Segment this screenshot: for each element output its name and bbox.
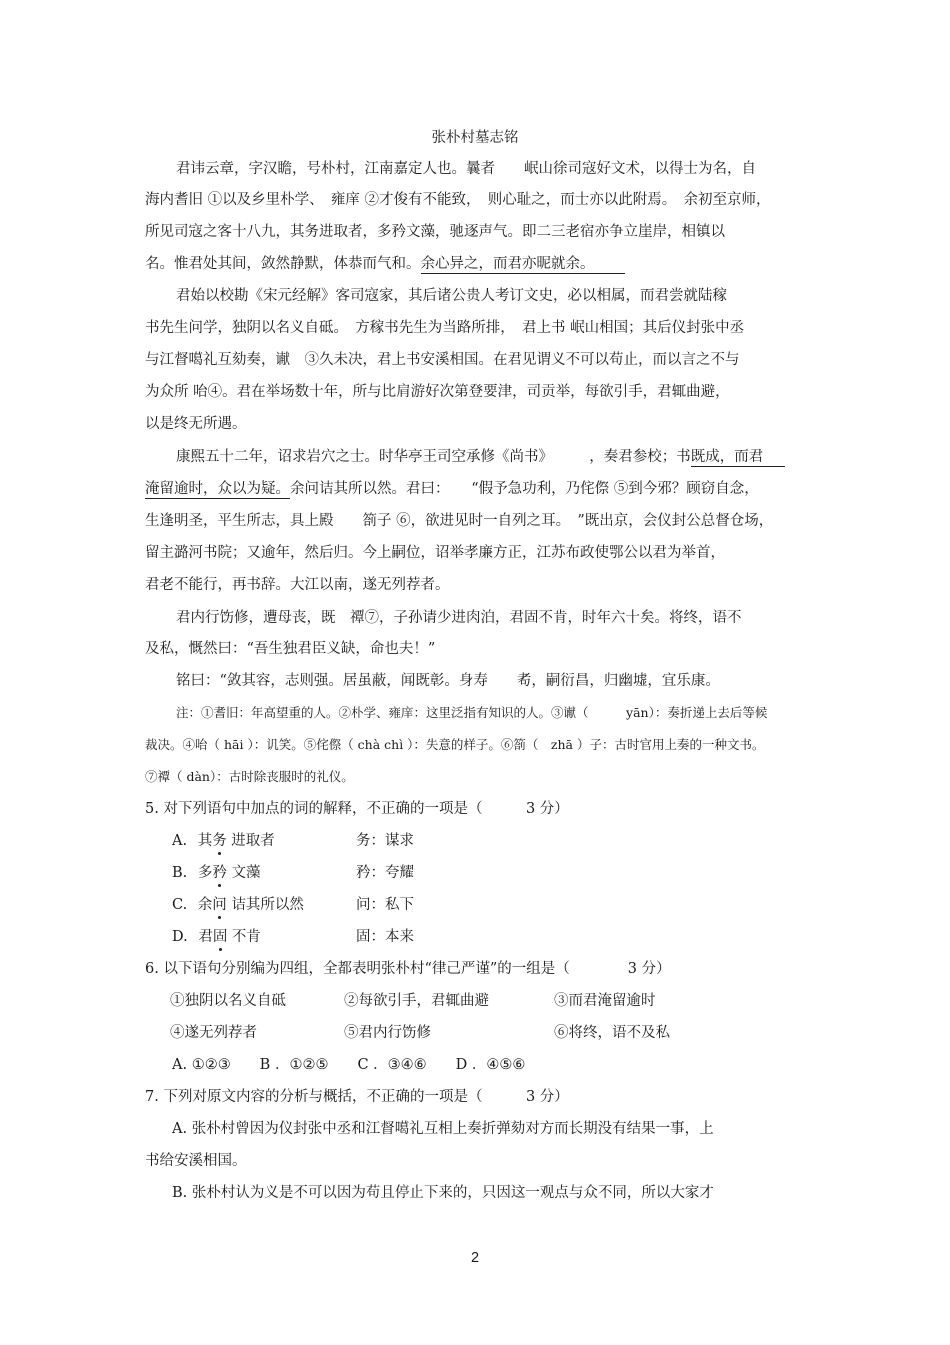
- paragraph-1-line-3: 所见司寇之客十八九，其务进取者，多矜文藻，驰逐声气。即二三老宿亦争立崖岸，相镇以: [145, 224, 725, 240]
- paragraph-1-line-4-text: 名。惟君处其间，敛然静默，体恭而气和。: [145, 256, 421, 272]
- paragraph-2-line-2: 书先生问学，独阴以名义自砥。 方稼书先生为当路所排， 君上书 岷山相国；其后仪封张中丞: [145, 320, 745, 336]
- q5-option-post: 诘其所以然: [226, 897, 304, 913]
- q7-option-b-line-1: B. 张朴村认为义是不可以因为苟且停止下来的，只因这一观点与众不同，所以大家才: [172, 1185, 714, 1201]
- question-6-stem: 6. 以下语句分别编为四组，全都表明张朴村“律己严谨”的一组是（ 3 分）: [145, 961, 671, 977]
- q5-option-pre: 其: [197, 833, 213, 849]
- q5-option-post: 不肯: [227, 929, 261, 945]
- q5-option-c: [172, 895, 304, 915]
- q6-item-6: ⑥将终，语不及私: [554, 1025, 670, 1041]
- question-5-stem: 5. 对下列语句中加点的词的解释，不正确的一项是（ 3 分）: [145, 801, 569, 817]
- inscription-line: 铭曰：“敛其容，志则强。居虽蔽，闻既彰。身寿 耇，嗣衍昌，归幽墟，宜乐康。: [176, 673, 720, 689]
- q6-item-1: ①独阴以名义自砥: [170, 993, 286, 1009]
- paragraph-3-line-2: [145, 479, 759, 499]
- q5-option-letter: C.: [172, 897, 188, 913]
- underlined-sentence-part-1: 既成，而君: [691, 449, 786, 467]
- q5-option-a: [172, 831, 275, 851]
- dotted-word: 矜: [212, 865, 227, 881]
- paragraph-3-line-2-text: 余问诘其所以然。君曰： “假予急功利，乃侘傺 ⑤到今邪？顾窃自念，: [290, 481, 759, 497]
- paragraph-2-line-4: 为众所 咍④。君在举场数十年，所与比肩游好次第登要津，司贡举，每欲引手，君辄曲避，: [145, 384, 730, 400]
- dotted-word: 务: [212, 833, 227, 849]
- paragraph-1-line-1: 君讳云章，字汉瞻，号朴村，江南嘉定人也。曩者 岷山徐司寇好文术，以得士为名，自: [176, 161, 756, 177]
- q6-item-3: ③而君淹留逾时: [554, 993, 656, 1009]
- paragraph-3-line-3: 生逢明圣，平生所志，具上殿 箚子 ⑥，欲进见时一自列之耳。 ”既出京，会仪封公总督仓场，: [145, 513, 774, 529]
- paragraph-3-line-1-text: 康熙五十二年，诏求岩穴之士。时华亭王司空承修《尚书》 ，奏君参校；书: [176, 449, 691, 465]
- paragraph-4-line-1: 君内行饬修，遭母丧，既 禫⑦，子孙请少进肉泊，君固不肯，时年六十矣。将终，语不: [176, 610, 742, 626]
- paragraph-2-line-3: 与江督噶礼互劾奏，谳 ③久未决，君上书安溪相国。在君见谓义不可以苟止，而以言之不与: [145, 352, 740, 368]
- q6-item-4: ④遂无列荐者: [170, 1025, 257, 1041]
- note-line-3: ⑦禫（ dàn）：古时除丧服时的礼仪。: [145, 769, 354, 784]
- paragraph-1-line-2: 海内耆旧 ①以及乡里朴学、 雍庠 ②才俊有不能致， 则心耻之，而士亦以此附焉。 余初至京师，: [145, 192, 771, 208]
- paragraph-2-line-5: 以是终无所遇。: [145, 416, 247, 432]
- q5-option-letter: A.: [172, 833, 188, 849]
- q7-option-a-line-2: 书给安溪相国。: [145, 1153, 247, 1169]
- paragraph-2-line-1: 君始以校勘《宋元经解》客司寇家，其后诸公贵人考订文史，必以相属，而君尝就陆稼: [176, 288, 727, 304]
- paragraph-3-line-4: 留主潞河书院；又逾年，然后归。今上嗣位，诏举孝廉方正，江苏布政使鄂公以君为举首，: [145, 545, 725, 561]
- q5-gloss-c: 问：私下: [356, 897, 414, 913]
- paragraph-3-line-1: [176, 447, 785, 467]
- dotted-word: 问: [212, 897, 227, 913]
- q6-item-2: ②每欲引手，君辄曲避: [344, 993, 489, 1009]
- dotted-word: 固: [212, 929, 228, 945]
- q5-option-post: 进取者: [226, 833, 275, 849]
- q6-choices: A. ①②③ B ．①②⑤ C ．③④⑥ D ．④⑤⑥: [172, 1057, 526, 1073]
- underlined-sentence: 余心异之，而君亦昵就余。: [421, 256, 625, 274]
- note-line-2: 裁决。④咍（ hāi ）：讥笑。⑤侘傺（ chà chì ）：失意的样子。⑥箚（ zhā ）子：古时官用上奏的一种文书。: [145, 737, 765, 752]
- q5-gloss-b: 矜：夸耀: [356, 865, 414, 881]
- q5-option-letter: D.: [172, 929, 188, 945]
- paragraph-3-line-5: 君老不能行，再书辞。大江以南，遂无列荐者。: [145, 577, 450, 593]
- q5-option-d: [172, 927, 261, 947]
- q5-gloss-a: 务：谋求: [356, 833, 414, 849]
- page-number: 2: [470, 1250, 480, 1266]
- paragraph-4-line-2: 及私，慨然曰：“吾生独君臣义缺，命也夫！”: [145, 641, 436, 657]
- q5-option-post: 文藻: [226, 865, 261, 881]
- q5-option-pre: 君: [198, 929, 213, 945]
- note-line-1: 注：①耆旧：年高望重的人。②朴学、雍庠：这里泛指有知识的人。③谳（ yān）：奏折递上去后等候: [176, 705, 768, 720]
- q5-option-b: [172, 863, 260, 883]
- paragraph-1-line-4: [145, 254, 625, 274]
- underlined-sentence-part-2: 淹留逾时，众以为疑。: [145, 481, 290, 497]
- q5-option-pre: 余: [197, 897, 213, 913]
- q6-item-5: ⑤君内行饬修: [344, 1025, 431, 1041]
- q5-option-pre: 多: [197, 865, 213, 881]
- q7-option-a-line-1: A. 张朴村曾因为仪封张中丞和江督噶礼互相上奏折弹劾对方而长期没有结果一事，上: [172, 1121, 714, 1137]
- q5-gloss-d: 固：本来: [356, 929, 414, 945]
- page-title: 张朴村墓志铭: [431, 130, 519, 146]
- question-7-stem: 7. 下列对原文内容的分析与概括，不正确的一项是（ 3 分）: [145, 1089, 569, 1105]
- q5-option-letter: B.: [172, 865, 188, 881]
